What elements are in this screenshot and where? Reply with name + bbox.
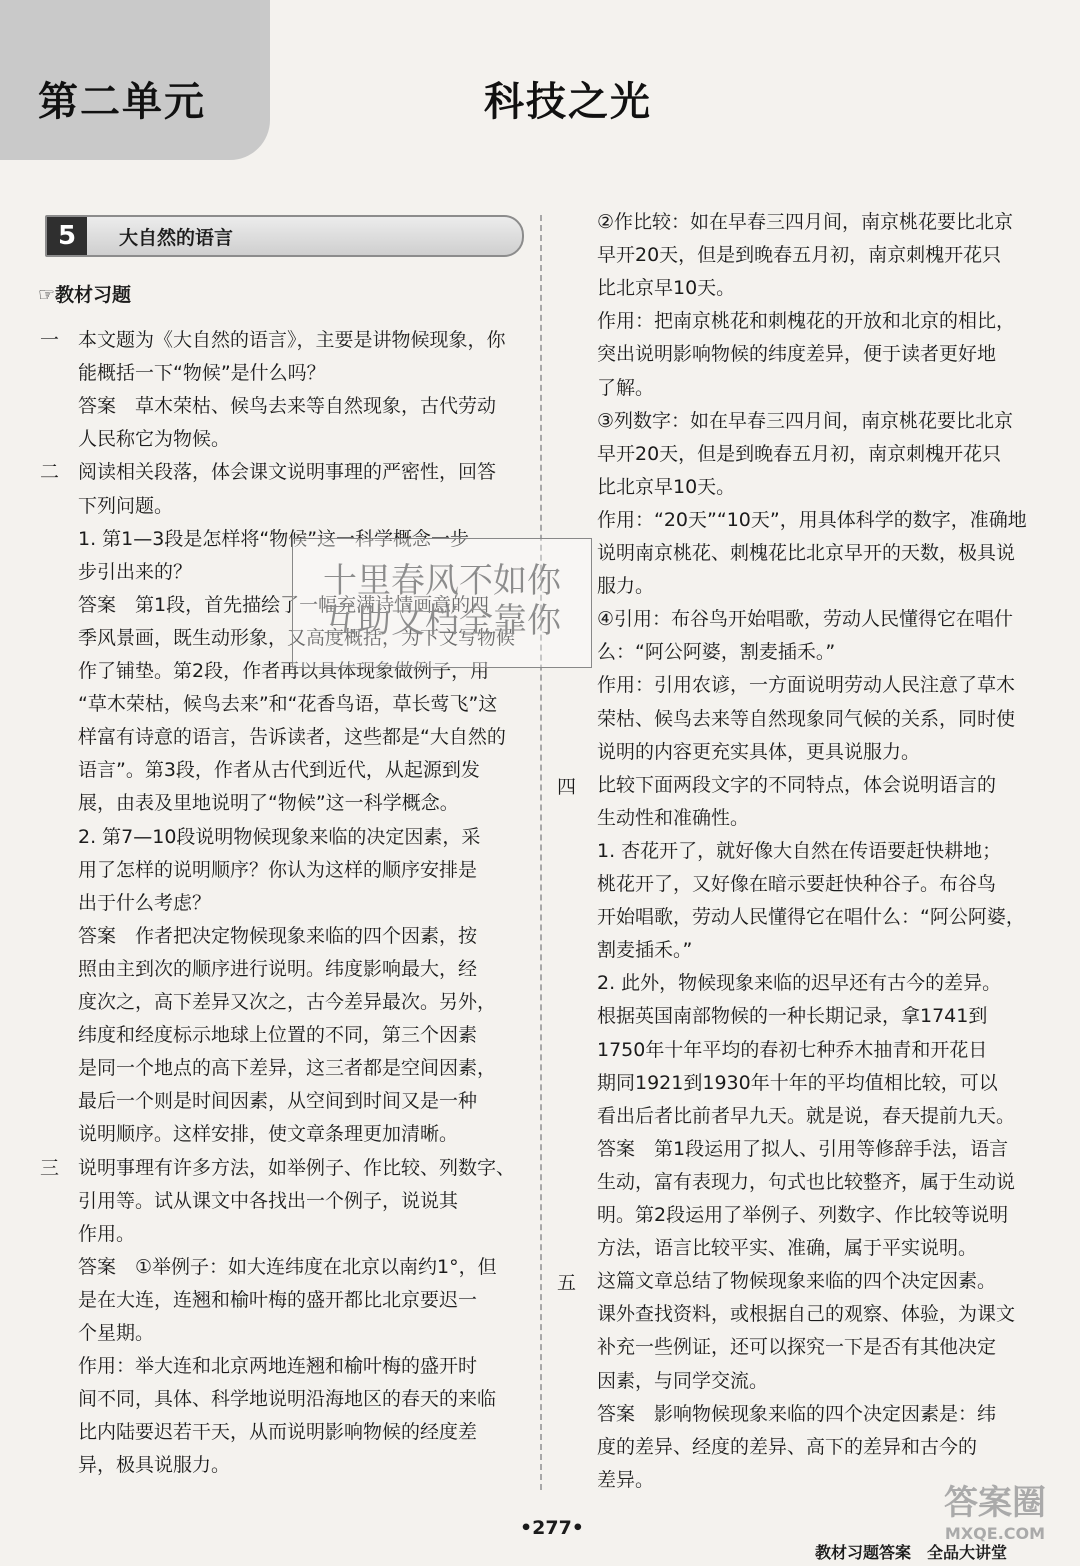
text-line: 说明的内容更充实具体，更具说服力。 xyxy=(597,740,921,763)
text-line: 样富有诗意的语言，告诉读者，这些都是“大自然的 xyxy=(40,726,506,749)
stamp-text: 答案圈 xyxy=(944,1483,1046,1523)
text-line: 方法，语言比较平实、准确，属于平实说明。 xyxy=(597,1237,978,1260)
text-line: 差异。 xyxy=(597,1468,655,1491)
lesson-bar xyxy=(45,215,524,257)
text-line: 纬度和经度标示地球上位置的不同，第三个因素 xyxy=(40,1024,478,1047)
watermark-line-2: 互助文档全靠你 xyxy=(323,601,561,641)
text-line: 说明顺序。这样安排，使文章条理更加清晰。 xyxy=(40,1123,459,1146)
text-line: 答案 ①举例子：如大连纬度在北京以南约1°，但 xyxy=(40,1255,497,1278)
text-line: 期同1921到1930年十年的平均值相比较，可以 xyxy=(597,1071,998,1094)
text-line: 作用：举大连和北京两地连翘和榆叶梅的盛开时 xyxy=(40,1355,478,1378)
text-line: 作用。 xyxy=(40,1222,136,1245)
text-line: 比内陆要迟若干天，从而说明影响物候的经度差 xyxy=(40,1421,478,1444)
text-line: 作用：把南京桃花和刺槐花的开放和北京的相比， xyxy=(597,310,1016,333)
text-line: 季风景画，既生动形象，又高度概括，为下文写物候 xyxy=(40,626,516,649)
text-line: 说明南京桃花、刺槐花比北京早开的天数，极具说 xyxy=(597,542,1016,564)
text-line: 补充一些例证，还可以探究一下是否有其他决定 xyxy=(597,1336,997,1359)
question-number-four: 四 xyxy=(557,776,577,798)
text-line: 答案 草木荣枯、候鸟去来等自然现象，古代劳动 xyxy=(40,395,497,418)
text-line: 二 阅读相关段落，体会课文说明事理的严密性，回答 xyxy=(40,461,497,484)
text-line: 比较下面两段文字的不同特点，体会说明语言的 xyxy=(597,773,997,796)
text-line: 因素，与同学交流。 xyxy=(597,1369,769,1392)
text-line: 作用：引用农谚，一方面说明劳动人民注意了草木 xyxy=(597,674,1016,697)
text-line: 2. 此外，物候现象来临的迟早还有古今的差异。 xyxy=(597,972,1002,995)
text-line: 引用等。试从课文中各找出一个例子，说说其 xyxy=(40,1189,459,1212)
text-line: 答案 第1段运用了拟人、引用等修辞手法，语言 xyxy=(597,1137,1009,1160)
text-line: “草木荣枯，候鸟去来”和“花香鸟语，草长莺飞”这 xyxy=(40,693,498,716)
text-line: 最后一个则是时间因素，从空间到时间又是一种 xyxy=(40,1090,478,1113)
text-line: 根据英国南部物候的一种长期记录，拿1741到 xyxy=(597,1005,988,1028)
watermark-line-1: 十里春风不如你 xyxy=(323,561,561,601)
text-line: 能概括一下“物候”是什么吗？ xyxy=(40,362,326,385)
text-line: 答案 第1段，首先描绘了一幅充满诗情画意的四 xyxy=(40,593,490,616)
text-line: 用了怎样的说明顺序？你认为这样的顺序安排是 xyxy=(40,858,478,881)
text-line: 度的差异、经度的差异、高下的差异和古今的 xyxy=(597,1435,978,1458)
text-line: 人民称它为物候。 xyxy=(40,428,231,451)
text-line: 间不同，具体、科学地说明沿海地区的春天的来临 xyxy=(40,1388,497,1411)
text-line: 突出说明影响物候的纬度差异，便于读者更好地 xyxy=(597,343,997,366)
text-line: 比北京早10天。 xyxy=(597,475,736,498)
text-line: 出于什么考虑？ xyxy=(40,891,212,914)
text-line: 三 说明事理有许多方法，如举例子、作比较、列数字、 xyxy=(40,1156,516,1179)
unit-name: 科技之光 xyxy=(484,79,652,125)
unit-title: 第二单元 xyxy=(38,79,206,125)
text-line: 1750年十年平均的春初七种乔木抽青和开花日 xyxy=(597,1038,988,1061)
text-line: ③列数字：如在早春三四月间，南京桃花要比北京 xyxy=(597,409,1014,432)
text-line: ④引用：布谷鸟开始唱歌，劳动人民懂得它在唱什 xyxy=(597,608,1014,631)
text-line: 明。第2段运用了举例子、列数字、作比较等说明 xyxy=(597,1204,1009,1226)
text-line: 是在大连，连翘和榆叶梅的盛开都比北京要迟一 xyxy=(40,1288,478,1311)
lesson-number: 5 xyxy=(47,217,87,255)
watermark xyxy=(292,538,592,668)
text-line: 荣枯、候鸟去来等自然现象同气候的关系，同时使 xyxy=(597,707,1016,730)
text-line: 异，极具说服力。 xyxy=(40,1454,231,1477)
question-number-five: 五 xyxy=(557,1272,577,1294)
text-line: 1. 第1—3段是怎样将“物候”这一科学概念一步 xyxy=(40,527,470,550)
text-line: 割麦插禾。” xyxy=(597,939,693,962)
column-divider xyxy=(540,215,542,1490)
text-line: 看出后者比前者早九天。就是说，春天提前九天。 xyxy=(597,1104,1016,1127)
text-line: 个星期。 xyxy=(40,1322,155,1344)
text-line: 生动，富有表现力，句式也比较整齐，属于生动说 xyxy=(597,1170,1016,1193)
section-heading: ☞教材习题 xyxy=(38,284,132,306)
text-line: 早开20天，但是到晚春五月初，南京刺槐开花只 xyxy=(597,244,1002,267)
text-line: 作了铺垫。第2段，作者再以具体现象做例子，用 xyxy=(40,660,490,682)
text-line: 下列问题。 xyxy=(40,494,174,517)
text-line: 语言”。第3段，作者从古代到近代，从起源到发 xyxy=(40,759,480,782)
stamp-logo xyxy=(930,1475,1060,1561)
text-line: 一 本文题为《大自然的语言》，主要是讲物候现象，你 xyxy=(40,329,506,351)
text-line: 课外查找资料，或根据自己的观察、体验，为课文 xyxy=(597,1303,1016,1326)
text-line: 生动性和准确性。 xyxy=(597,806,750,829)
page-number: •277• xyxy=(520,1517,584,1539)
text-line: 这篇文章总结了物候现象来临的四个决定因素。 xyxy=(597,1270,997,1293)
text-line: 展，由表及里地说明了“物候”这一科学概念。 xyxy=(40,792,459,815)
text-line: 2. 第7—10段说明物候现象来临的决定因素，采 xyxy=(40,825,481,848)
text-line: 了解。 xyxy=(597,376,655,399)
text-line: 答案 作者把决定物候现象来临的四个因素，按 xyxy=(40,924,478,947)
text-line: 早开20天，但是到晚春五月初，南京刺槐开花只 xyxy=(597,442,1002,465)
text-line: 是同一个地点的高下差异，这三者都是空间因素， xyxy=(40,1057,497,1080)
text-line: ②作比较：如在早春三四月间，南京桃花要比北京 xyxy=(597,211,1014,233)
text-line: 照由主到次的顺序进行说明。纬度影响最大，经 xyxy=(40,957,478,980)
text-line: 开始唱歌，劳动人民懂得它在唱什么：“阿公阿婆， xyxy=(597,906,1025,929)
text-line: 度次之，高下差异又次之，古今差异最次。另外， xyxy=(40,991,497,1013)
text-line: 比北京早10天。 xyxy=(597,277,736,300)
text-line: 桃花开了，又好像在暗示要赶快种谷子。布谷鸟 xyxy=(597,873,997,895)
lesson-title: 大自然的语言 xyxy=(119,227,234,249)
text-line: 作用：“20天”“10天”，用具体科学的数字，准确地 xyxy=(597,508,1027,531)
text-line: 么：“阿公阿婆，割麦插禾。” xyxy=(597,641,836,664)
footer-text: 教材习题答案 全品大讲堂 xyxy=(815,1543,1008,1562)
stamp-url: MXQE.COM xyxy=(944,1524,1046,1543)
text-line: 答案 影响物候现象来临的四个决定因素是：纬 xyxy=(597,1402,997,1425)
text-line: 步引出来的？ xyxy=(40,560,193,583)
text-line: 1. 杏花开了，就好像大自然在传语要赶快耕地； xyxy=(597,839,1002,862)
text-line: 服力。 xyxy=(597,575,655,598)
